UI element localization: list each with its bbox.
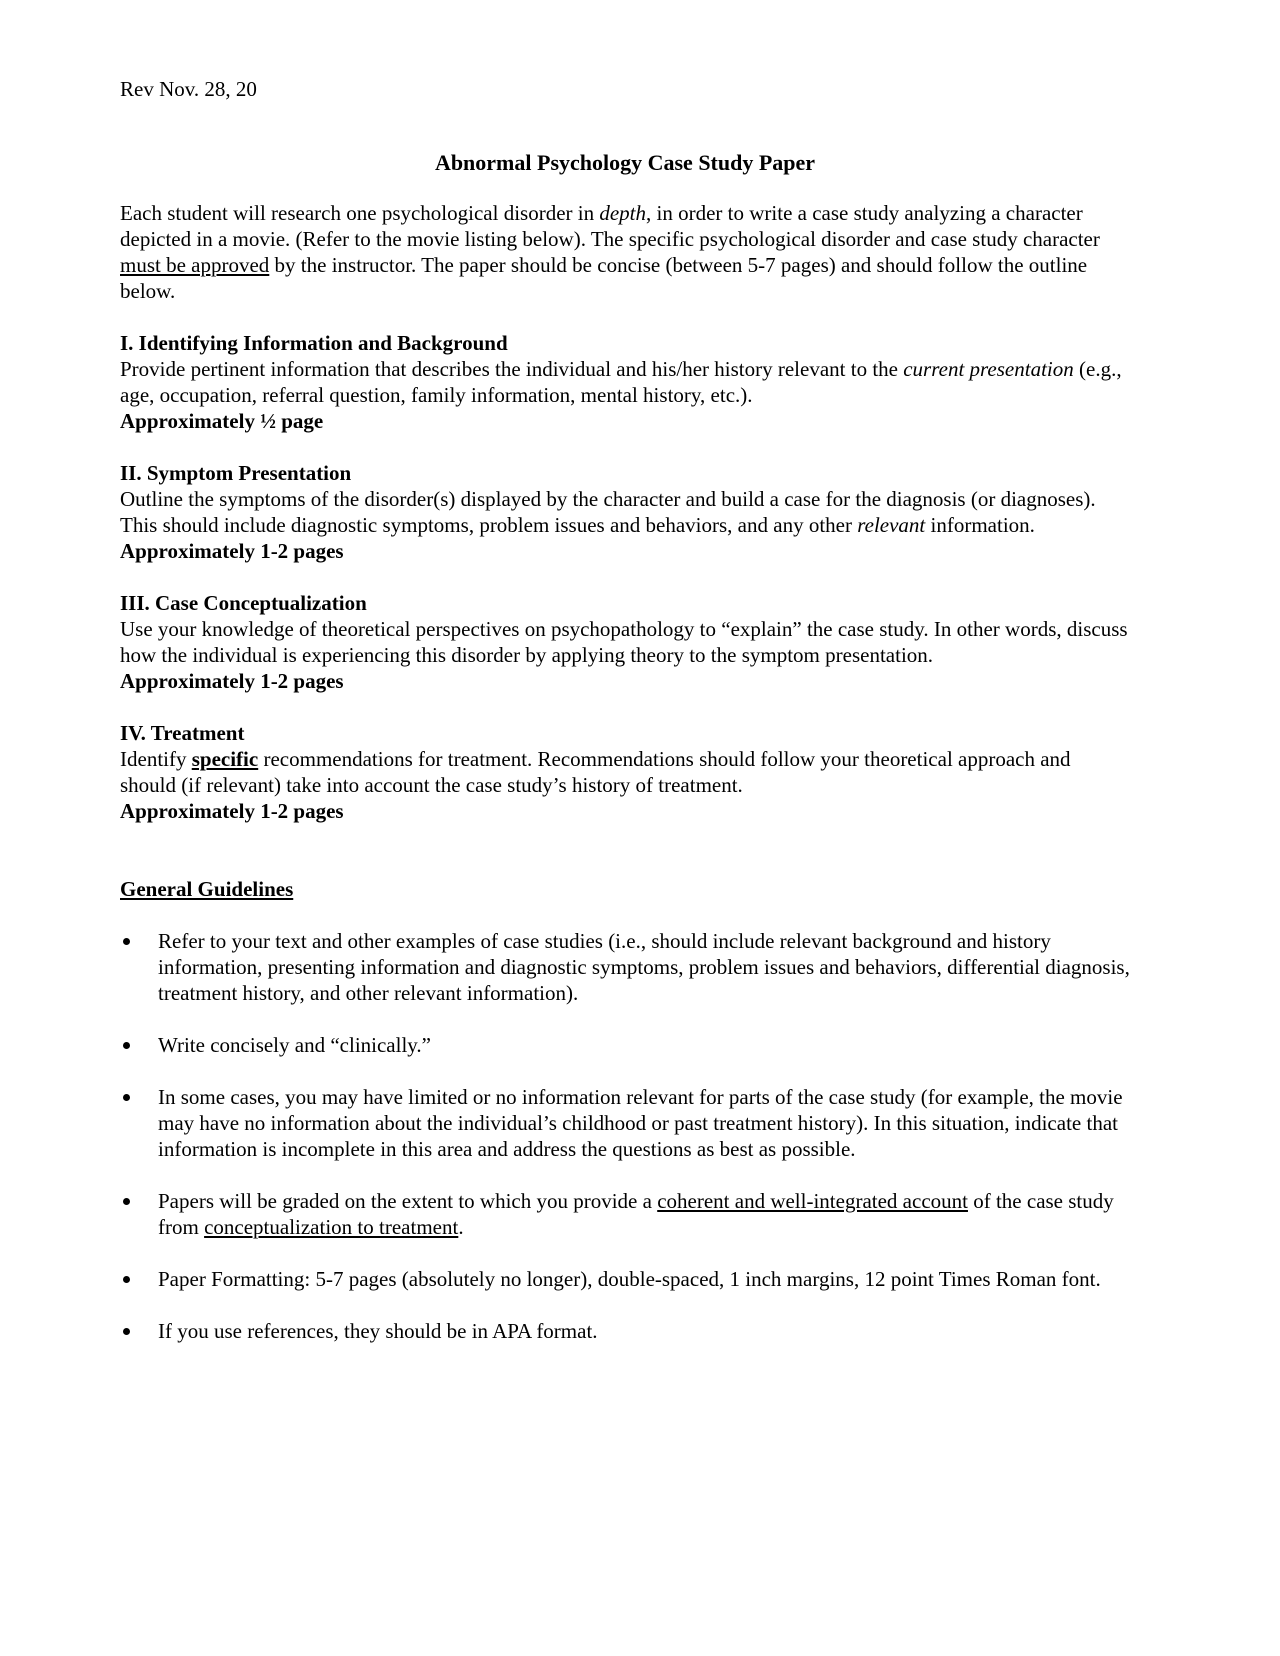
intro-text-2: , in order to write a case study analyzing a character depicted in a movie. (Refer to the movie listing below). The specific psychological disorder and case study character [120,201,1100,251]
section-length: Approximately 1-2 pages [120,669,344,693]
bullet-icon [123,1328,130,1335]
section-case-conceptualization [120,590,1130,694]
section-body-emphasis: current presentation [903,357,1074,381]
section-body [120,486,1130,538]
bullet-icon [123,1276,130,1283]
document-content [120,76,1130,1370]
section-length: Approximately 1-2 pages [120,799,344,823]
list-item-text-1: Papers will be graded on the extent to which you provide a [158,1189,658,1213]
general-guidelines-heading: General Guidelines [120,877,294,901]
section-body-bold-underline-specific: specific [191,747,259,771]
section-body [120,746,1130,798]
bullet-icon [123,1198,130,1205]
section-heading: III. Case Conceptualization [120,591,367,615]
section-heading: II. Symptom Presentation [120,461,352,485]
list-item [120,1188,1130,1240]
section-heading: IV. Treatment [120,721,245,745]
section-length: Approximately ½ page [120,409,324,433]
section-length: Approximately 1-2 pages [120,539,344,563]
bullet-icon [123,938,130,945]
list-item-text: If you use references, they should be in APA format. [158,1319,598,1343]
list-item-underline-2: conceptualization to treatment [204,1215,459,1239]
intro-text-3: by the instructor. The paper should be concise (between 5-7 pages) and should follow the outline below. [120,253,1088,303]
section-body: Use your knowledge of theoretical perspectives on psychopathology to “explain” the case study. In other words, discuss how the individual is experiencing this disorder by applying theory to the symptom presentation. [120,617,1128,667]
section-body-text-1: Outline the symptoms of the disorder(s) displayed by the character and build a case for the diagnosis (or diagnoses). This should include diagnostic symptoms, problem issues and behaviors, and any other [120,487,1096,537]
page-title: Abnormal Psychology Case Study Paper [434,150,816,175]
list-item [120,928,1130,1006]
list-item-underline-1: coherent and well-integrated account [657,1189,968,1213]
bullet-icon [123,1042,130,1049]
intro-emphasis-depth: depth [599,201,647,225]
revision-date: Rev Nov. 28, 20 [120,77,257,101]
section-treatment [120,720,1130,824]
section-symptom-presentation [120,460,1130,564]
list-item-text: Write concisely and “clinically.” [158,1033,431,1057]
section-heading: I. Identifying Information and Background [120,331,508,355]
list-item-text-2: of the case study from [158,1189,1114,1239]
list-item [120,1266,1130,1292]
list-item-text-3: . [458,1215,464,1239]
bullet-icon [123,1094,130,1101]
section-body-emphasis: relevant [857,513,926,537]
section-body-text-2: information. [925,513,1035,537]
section-body [120,356,1130,408]
guidelines-list [120,928,1130,1344]
list-item [120,1084,1130,1162]
section-body-text-1: Identify [120,747,192,771]
list-item-text: Paper Formatting: 5-7 pages (absolutely no longer), double-spaced, 1 inch margins, 12 point Times Roman font. [158,1267,1101,1291]
list-item [120,1032,1130,1058]
list-item-text: Refer to your text and other examples of case studies (i.e., should include relevant background and history information, presenting information and diagnostic symptoms, problem issues and behaviors, differential diagnosis, treatment history, and other relevant information). [158,929,1130,1005]
list-item [120,1318,1130,1344]
intro-underline-approved: must be approved [120,253,270,277]
intro-paragraph [120,200,1130,304]
intro-text-1: Each student will research one psychological disorder in [120,201,600,225]
section-body-text-2: recommendations for treatment. Recommendations should follow your theoretical approach and should (if relevant) take into account the case study’s history of treatment. [120,747,1071,797]
section-identifying-information [120,330,1130,434]
section-body-text-2: (e.g., age, occupation, referral question, family information, mental history, etc.). [120,357,1122,407]
list-item-text: In some cases, you may have limited or no information relevant for parts of the case study (for example, the movie may have no information about the individual’s childhood or past treatment history). In this situation, indicate that information is incomplete in this area and address the questions as best as possible. [158,1085,1123,1161]
section-body-text-1: Provide pertinent information that describes the individual and his/her history relevant to the [120,357,904,381]
